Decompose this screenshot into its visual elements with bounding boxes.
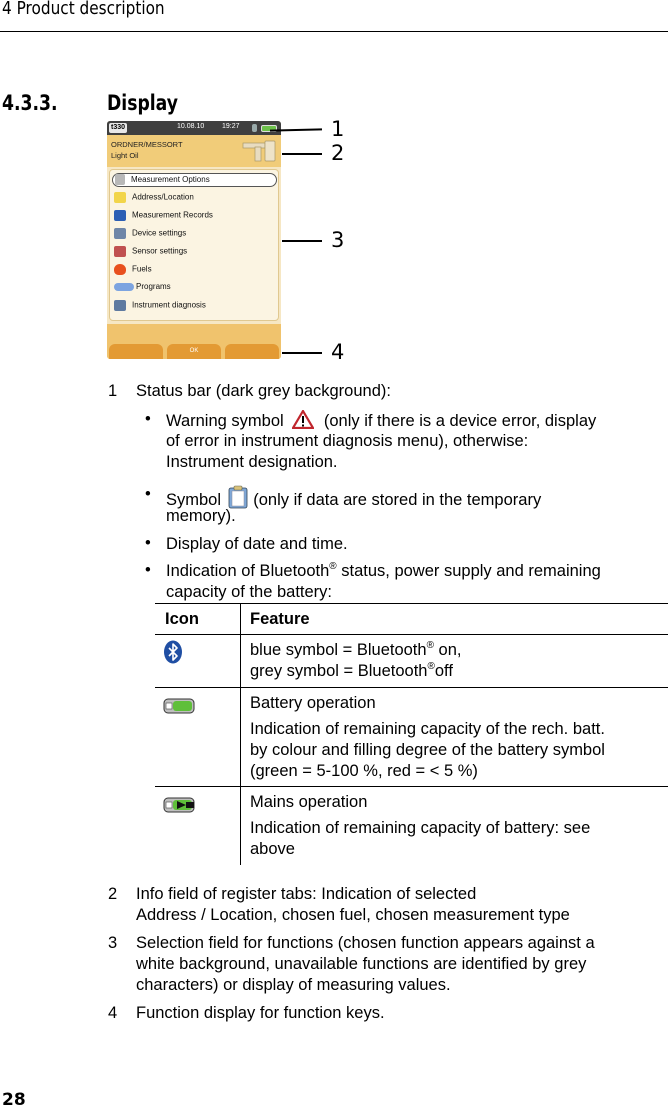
softkey-left[interactable]	[109, 344, 163, 359]
sensor-icon	[114, 246, 126, 257]
table-header-feature: Feature	[250, 610, 310, 628]
callout-line-3	[282, 240, 322, 242]
table-header-rule	[155, 634, 668, 635]
device-screen-image	[107, 121, 281, 359]
device-date: 10.08.10	[177, 123, 205, 130]
table-row-battery-desc2: by colour and filling degree of the battery symbol	[250, 741, 605, 759]
softkey-ok[interactable]: OK	[167, 344, 221, 359]
table-header-icon: Icon	[165, 610, 199, 628]
header-rule	[0, 31, 668, 32]
table-row-rule	[155, 687, 668, 688]
table-row-bluetooth-line1: blue symbol = Bluetooth® on,	[250, 640, 462, 659]
item-number-2: 2	[108, 885, 118, 903]
flame-icon	[114, 264, 126, 275]
menu-item-device-settings[interactable]: Device settings	[114, 228, 186, 242]
bullet-marker: •	[145, 534, 151, 552]
callout-number-1: 1	[331, 117, 345, 141]
info-line-fuel: Light Oil	[111, 151, 139, 160]
section-number: 4.3.3.	[2, 91, 58, 115]
bluetooth-icon	[163, 640, 183, 664]
callout-number-2: 2	[331, 141, 345, 165]
registered-mark: ®	[329, 561, 337, 572]
item-4-line1: Function display for function keys.	[136, 1004, 385, 1022]
bullet-bluetooth-line2: capacity of the battery:	[166, 583, 333, 601]
table-row-mains-desc1: Indication of remaining capacity of battery: see	[250, 819, 591, 837]
callout-line-2	[282, 153, 322, 155]
table-row-battery-title: Battery operation	[250, 694, 376, 712]
item-number-3: 3	[108, 934, 118, 952]
probe-icon	[241, 139, 277, 163]
bullet-warning-line1: Warning symbol (only if there is a device error, display	[166, 412, 597, 430]
menu-item-instrument-diagnosis[interactable]: Instrument diagnosis	[114, 300, 206, 314]
menu-item-measurement-records[interactable]: Measurement Records	[114, 210, 213, 224]
device-status-bar	[107, 121, 281, 135]
running-header: 4 Product description	[2, 0, 165, 19]
item-3-line3: characters) or display of measuring values.	[136, 976, 451, 994]
callout-line-1	[270, 128, 322, 131]
device-icon	[114, 228, 126, 239]
softkey-right[interactable]	[225, 344, 279, 359]
item-3-line2: white background, unavailable functions are identified by grey	[136, 955, 587, 973]
device-time: 19:27	[222, 123, 240, 130]
item-2-line2: Address / Location, chosen fuel, chosen measurement type	[136, 906, 570, 924]
bullet-warning-line3: Instrument designation.	[166, 453, 338, 471]
item-2-line1: Info field of register tabs: Indication of selected	[136, 885, 477, 903]
item-number-4: 4	[108, 1004, 118, 1022]
programs-icon	[114, 283, 134, 291]
menu-item-fuels[interactable]: Fuels	[114, 264, 152, 278]
bullet-bluetooth-line1: Indication of Bluetooth® status, power supply and remaining	[166, 561, 601, 580]
page-number: 28	[2, 1090, 26, 1110]
bluetooth-status-icon	[252, 124, 257, 132]
softkey-bar	[107, 324, 281, 359]
callout-number-4: 4	[331, 340, 345, 364]
table-row-mains-desc2: above	[250, 840, 295, 858]
menu-item-address-location[interactable]: Address/Location	[114, 192, 194, 206]
battery-icon	[163, 697, 197, 715]
menu-item-programs[interactable]: Programs	[114, 282, 171, 296]
bullet-date-time: Display of date and time.	[166, 535, 348, 553]
menu-item-measurement-options[interactable]: Measurement Options	[112, 173, 277, 187]
thermometer-icon	[115, 174, 125, 185]
bullet-marker: •	[145, 561, 151, 579]
table-row-battery-desc1: Indication of remaining capacity of the rech. batt.	[250, 720, 605, 738]
diagnosis-icon	[114, 300, 126, 311]
floppy-disk-icon	[114, 210, 126, 221]
bullet-marker: •	[145, 485, 151, 503]
section-title: Display	[107, 91, 178, 115]
warning-icon	[292, 410, 314, 429]
bullet-marker: •	[145, 410, 151, 428]
table-row-battery-desc3: (green = 5-100 %, red = < 5 %)	[250, 762, 478, 780]
menu-item-sensor-settings[interactable]: Sensor settings	[114, 246, 187, 260]
table-column-divider	[240, 603, 241, 865]
item-3-line1: Selection field for functions (chosen function appears against a	[136, 934, 595, 952]
mains-plug-icon	[163, 796, 199, 814]
item-number-1: 1	[108, 382, 118, 400]
table-row-rule	[155, 786, 668, 787]
folder-icon	[114, 192, 126, 203]
bullet-memory-line2: memory).	[166, 507, 236, 525]
table-row-mains-title: Mains operation	[250, 793, 368, 811]
callout-number-3: 3	[331, 228, 345, 252]
item-1-text: Status bar (dark grey background):	[136, 382, 391, 400]
callout-line-4	[282, 352, 322, 354]
info-line-location: ORDNER/MESSORT	[111, 140, 183, 149]
function-selection-list	[109, 169, 279, 321]
table-top-rule	[155, 603, 668, 604]
bullet-memory-line1: Symbol (only if data are stored in the temporary	[166, 485, 541, 511]
bullet-warning-line2: of error in instrument diagnosis menu), otherwise:	[166, 432, 529, 450]
device-name: t330	[111, 124, 126, 131]
table-row-bluetooth-line2: grey symbol = Bluetooth®off	[250, 661, 453, 680]
